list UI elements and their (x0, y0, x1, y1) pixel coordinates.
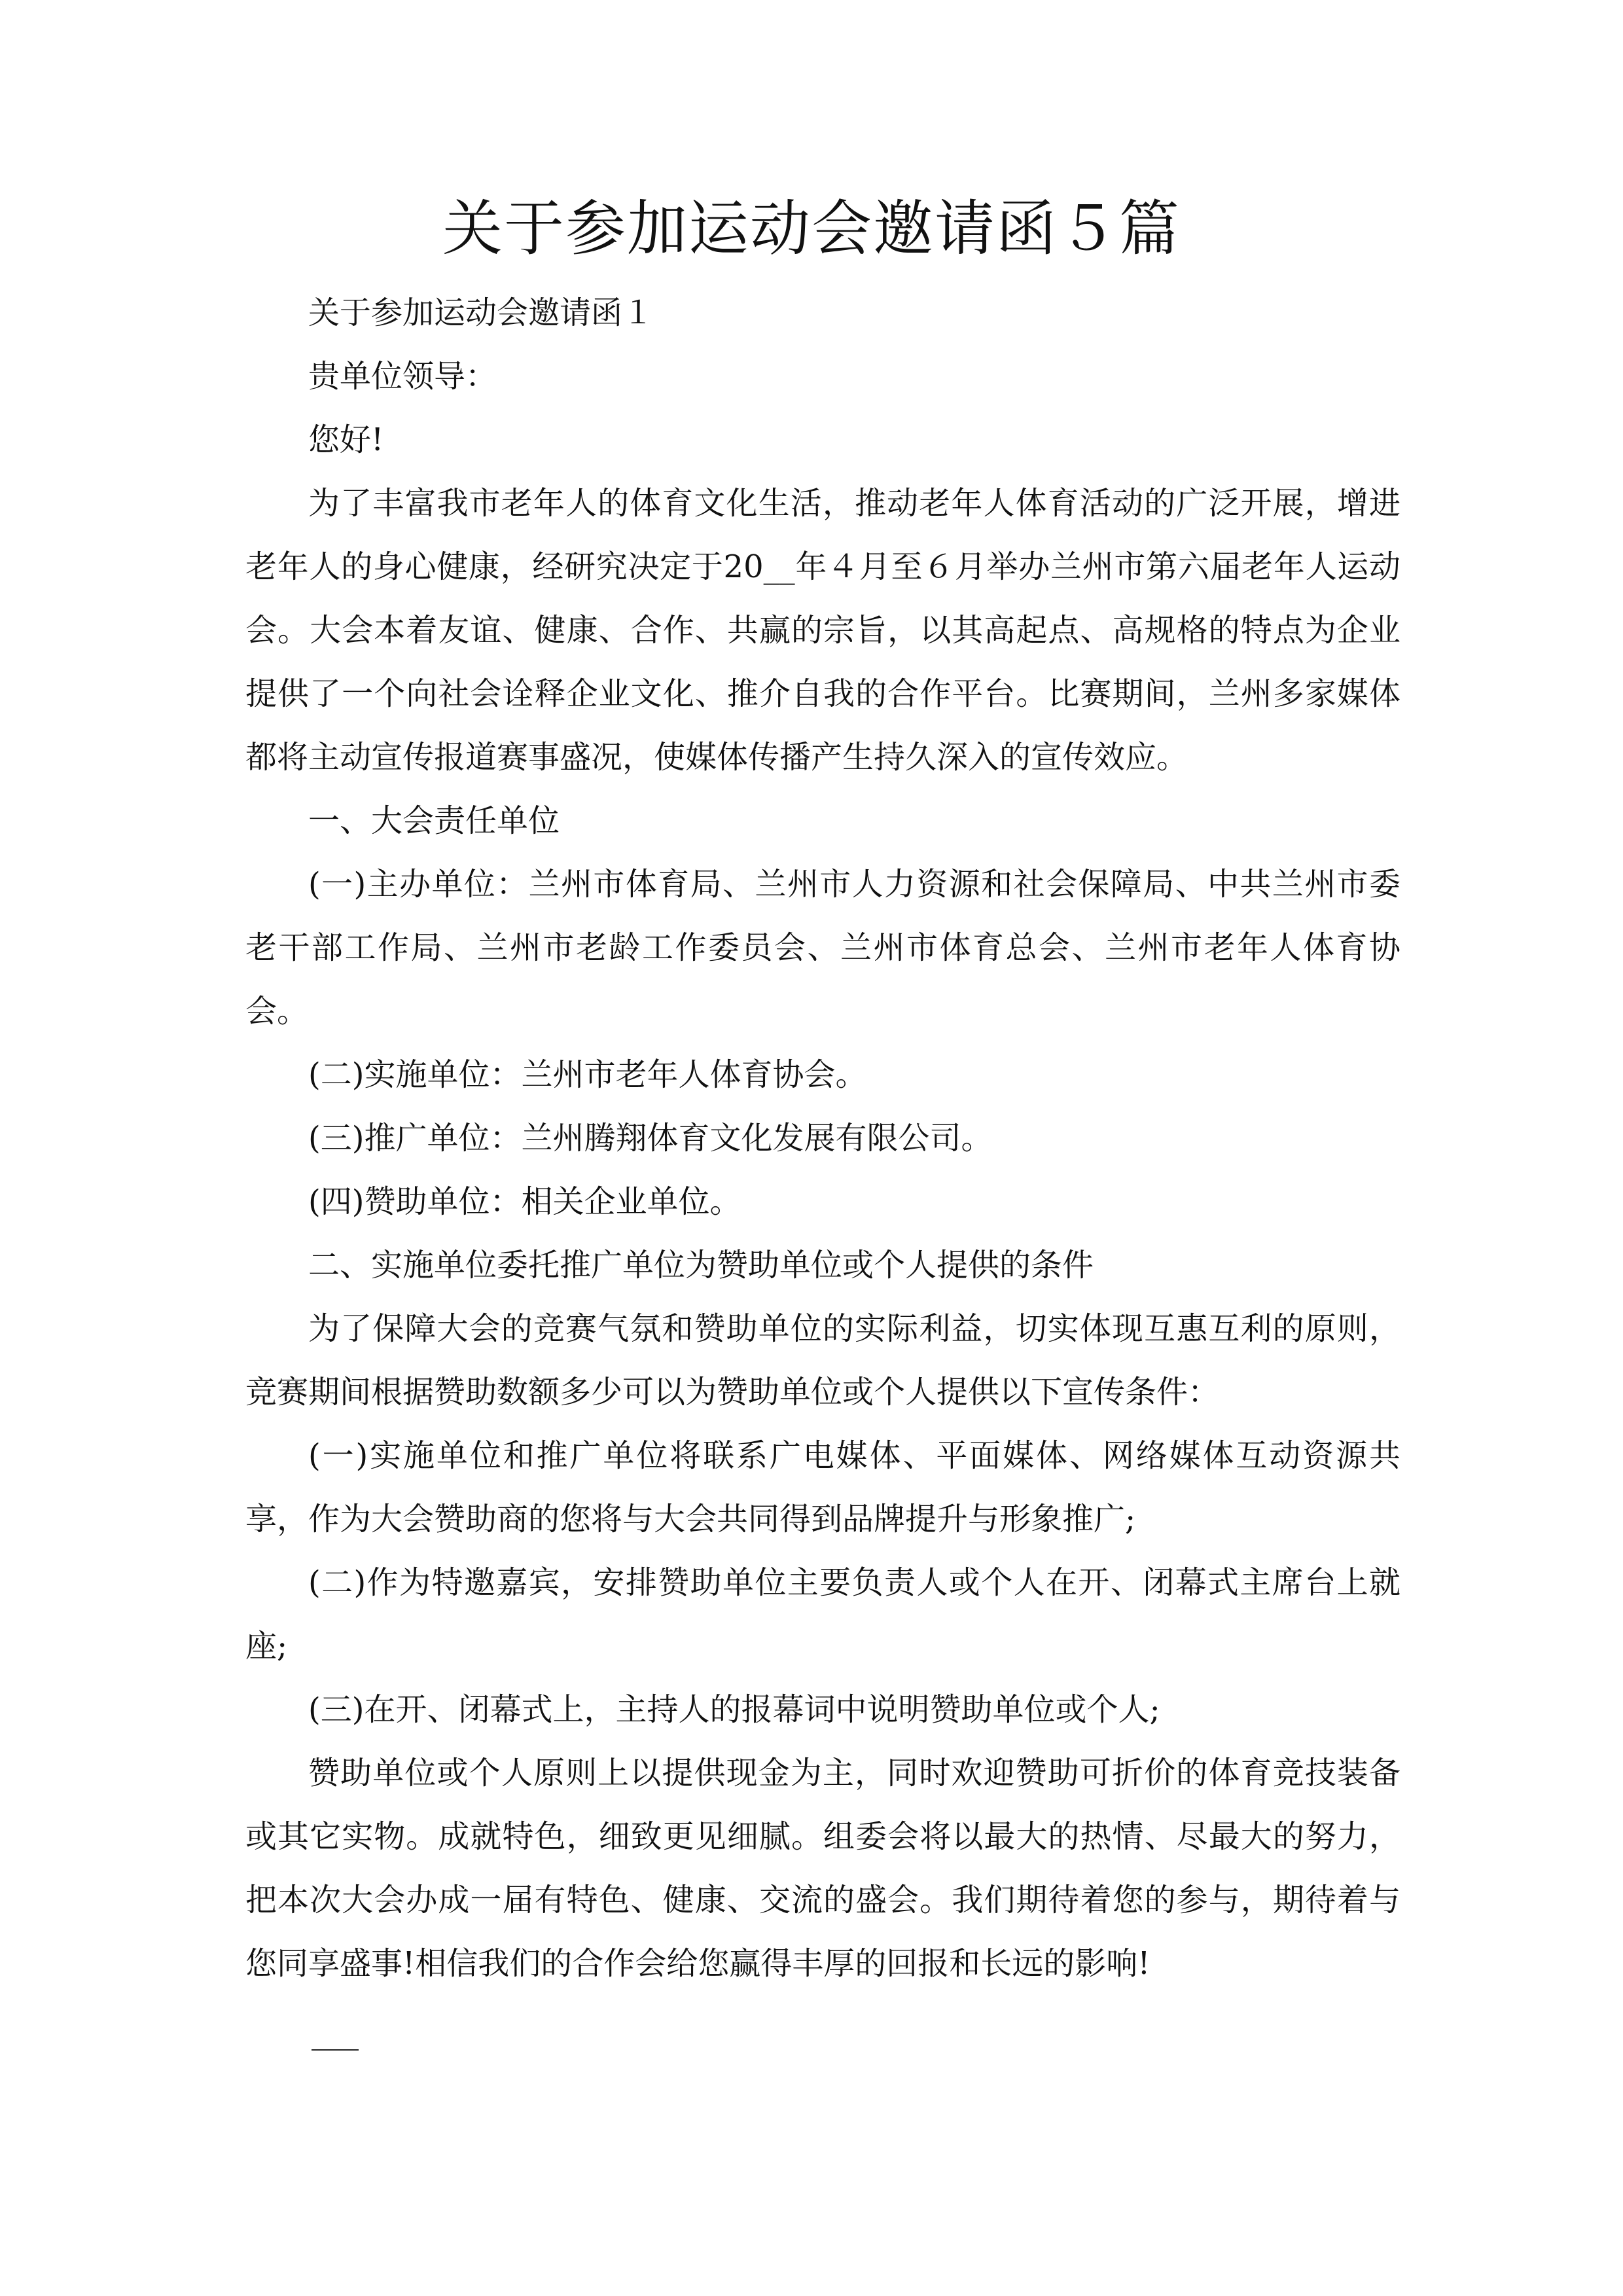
intro-paragraph: 为了丰富我市老年人的体育文化生活，推动老年人体育活动的广泛开展，增进老年人的身心健康，经研究决定于20__年４月至６月举办兰州市第六届老年人运动会。大会本着友谊、健康、合作、共赢的宗旨，以其高起点、高规格的特点为企业提供了一个向社会诠释企业文化、推介自我的合作平台。比赛期间，兰州多家媒体都将主动宣传报道赛事盛况，使媒体传播产生持久深入的宣传效应。 (245, 485, 1400, 776)
body-paragraph: 为了保障大会的竞赛气氛和赞助单位的实际利益，切实体现互惠互利的原则，竞赛期间根据赞助数额多少可以为赞助单位或个人提供以下宣传条件： (245, 1310, 1400, 1410)
list-item: (二)实施单位：兰州市老年人体育协会。 (308, 1056, 867, 1093)
section-heading: 二、实施单位委托推广单位为赞助单位或个人提供的条件 (308, 1247, 1094, 1283)
list-item: (一)实施单位和推广单位将联系广电媒体、平面媒体、网络媒体互动资源共享，作为大会赞助商的您将与大会共同得到品牌提升与形象推广; (245, 1437, 1400, 1537)
section-heading: 一、大会责任单位 (308, 802, 560, 839)
list-item: (一)主办单位：兰州市体育局、兰州市人力资源和社会保障局、中共兰州市委老干部工作局、兰州市老龄工作委员会、兰州市体育总会、兰州市老年人体育协会。 (245, 866, 1400, 1030)
section-heading: 关于参加运动会邀请函１ (308, 295, 654, 331)
list-item: (三)在开、闭幕式上，主持人的报幕词中说明赞助单位或个人; (308, 1691, 1160, 1728)
list-item: (四)赞助单位：相关企业单位。 (308, 1183, 741, 1220)
list-item: (三)推广单位：兰州腾翔体育文化发展有限公司。 (308, 1120, 993, 1157)
list-item: (二)作为特邀嘉宾，安排赞助单位主要负责人或个人在开、闭幕式主席台上就座; (245, 1564, 1400, 1664)
greeting: 您好! (308, 422, 384, 458)
document-body (245, 281, 1400, 1996)
document-title: 关于参加运动会邀请函５篇 (442, 194, 1181, 264)
salutation: 贵单位领导： (308, 358, 497, 395)
body-paragraph: 赞助单位或个人原则上以提供现金为主，同时欢迎赞助可折价的体育竞技装备或其它实物。成就特色，细致更见细腻。组委会将以最大的热情、尽最大的努力，把本次大会办成一届有特色、健康、交流的盛会。我们期待着您的参与，期待着与您同享盛事!相信我们的合作会给您赢得丰厚的回报和长远的影响! (245, 1755, 1400, 1982)
separator-line (312, 2049, 359, 2051)
